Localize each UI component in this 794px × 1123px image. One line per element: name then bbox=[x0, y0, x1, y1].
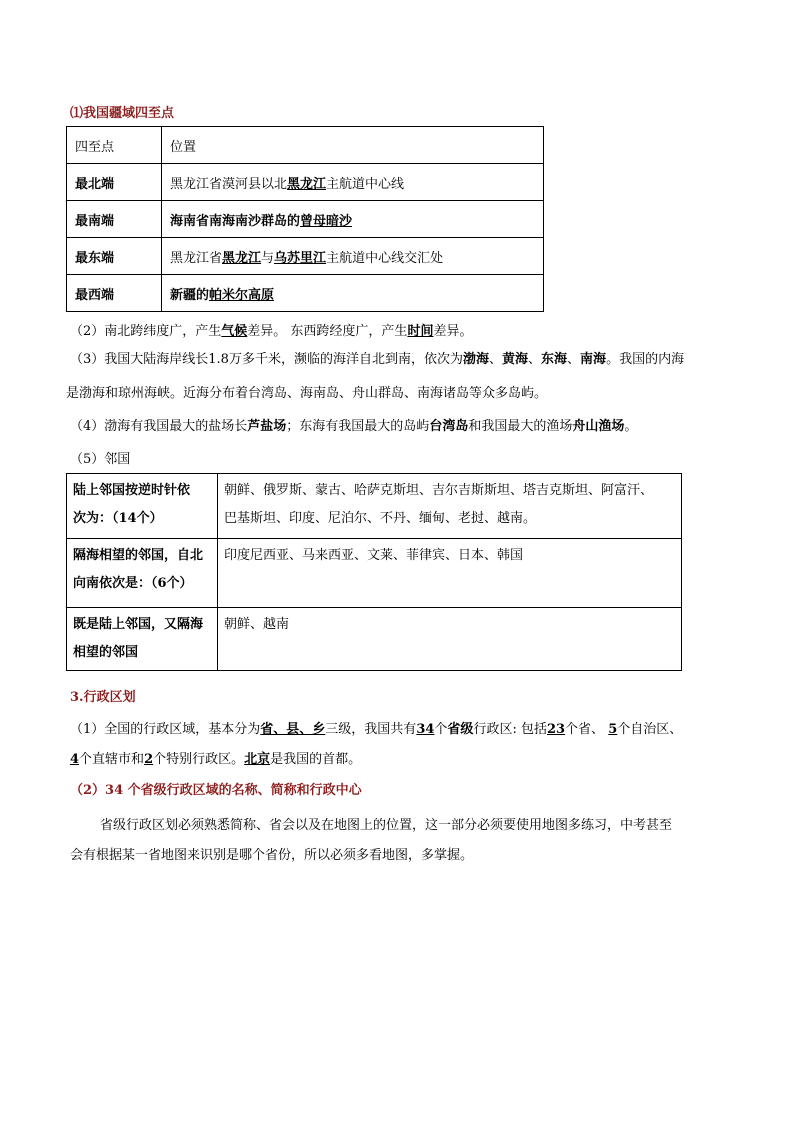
value-cell bbox=[218, 608, 682, 671]
text: ；东海有我国最大的岛屿 bbox=[286, 419, 430, 434]
paragraph-advice-line1: 省级行政区划必须熟悉简称、省会以及在地图上的位置，这一部分必须要使用地图多练习，中考甚至 bbox=[100, 818, 673, 833]
paragraph-seas bbox=[70, 413, 730, 440]
subheading-provinces: （2）34 个省级行政区域的名称、简称和行政中心 bbox=[70, 783, 362, 798]
text: 巴基斯坦、印度、尼泊尔、不丹、缅甸、老挝、越南。 bbox=[224, 511, 537, 526]
table-row bbox=[67, 608, 682, 671]
text: （3）我国大陆海岸线长1.8万多千米，濒临的海洋自北到南，依次为 bbox=[70, 352, 463, 367]
paragraph-advice-line2: 会有根据某一省地图来识别是哪个省份，所以必须多看地图，多掌握。 bbox=[70, 848, 474, 863]
text: 次为：（14个） bbox=[73, 511, 163, 526]
text: 三级，我国共有 bbox=[325, 722, 417, 737]
location-cell bbox=[162, 238, 544, 275]
key-term: 曾母暗沙 bbox=[300, 213, 353, 229]
location-cell bbox=[162, 201, 544, 238]
table-header-cell: 位置 bbox=[162, 127, 544, 164]
text: 差异。 bbox=[433, 324, 473, 339]
key-term: 气候 bbox=[221, 324, 248, 339]
number: 5 bbox=[608, 722, 618, 737]
key-term: 省级 bbox=[447, 722, 474, 737]
table-row bbox=[67, 238, 544, 275]
text: 黑龙江省 bbox=[170, 250, 223, 266]
key-term: 芦盐场 bbox=[247, 419, 287, 434]
table-row bbox=[67, 275, 544, 312]
key-term: 舟山渔场 bbox=[572, 419, 625, 434]
label-cell bbox=[67, 608, 218, 671]
text: （1）全国的行政区域，基本分为 bbox=[70, 722, 261, 737]
text: 与 bbox=[261, 250, 275, 266]
text: 既是陆上邻国，又隔海 bbox=[73, 617, 204, 632]
paragraph-coastline-line2: 是渤海和琼州海峡。近海分布着台湾岛、海南岛、舟山群岛、南海诸岛等众多岛屿。 bbox=[66, 386, 548, 401]
table-header-cell: 四至点 bbox=[67, 127, 162, 164]
text: 印度尼西亚、马来西亚、文莱、菲律宾、日本、韩国 bbox=[224, 548, 524, 563]
text: 个直辖市和 bbox=[79, 752, 145, 767]
text: 主航道中心线交汇处 bbox=[326, 250, 444, 266]
text: 相望的邻国 bbox=[73, 645, 139, 660]
table-row bbox=[67, 474, 682, 539]
key-term: 台湾岛 bbox=[429, 419, 469, 434]
paragraph-neighbors-label: （5）邻国 bbox=[70, 452, 131, 467]
key-term: 南海 bbox=[580, 352, 607, 367]
number: 34 bbox=[416, 722, 435, 737]
number: 4 bbox=[70, 752, 80, 767]
key-term: 北京 bbox=[244, 752, 271, 767]
section-heading-borders: ⑴我国疆域四至点 bbox=[70, 106, 175, 121]
text: 隔海相望的邻国，自北 bbox=[73, 548, 204, 563]
table-header-row bbox=[67, 127, 544, 164]
neighbors-table bbox=[66, 473, 682, 671]
label-cell bbox=[67, 474, 218, 539]
paragraph-latitude bbox=[70, 318, 730, 345]
key-term: 省、县、乡 bbox=[260, 722, 326, 737]
extreme-points-table bbox=[66, 126, 544, 312]
text: 差异。 东西跨经度广，产生 bbox=[247, 324, 408, 339]
key-term: 黑龙江 bbox=[287, 176, 327, 192]
key-term: 帕米尔高原 bbox=[209, 287, 275, 303]
text: 新疆的 bbox=[170, 287, 210, 303]
table-row bbox=[67, 539, 682, 608]
section-heading-admin: 3.行政区划 bbox=[70, 690, 136, 705]
number: 23 bbox=[546, 722, 566, 737]
text: 陆上邻国按逆时针依 bbox=[73, 483, 191, 498]
text: 和我国最大的渔场 bbox=[468, 419, 573, 434]
point-cell: 最北端 bbox=[67, 164, 162, 201]
paragraph-admin-1 bbox=[70, 716, 730, 743]
location-cell bbox=[162, 275, 544, 312]
point-cell: 最西端 bbox=[67, 275, 162, 312]
text: 朝鲜、俄罗斯、蒙古、哈萨克斯坦、吉尔吉斯斯坦、塔吉克斯坦、阿富汗、 bbox=[224, 483, 654, 498]
table-row bbox=[67, 164, 544, 201]
key-term: 时间 bbox=[407, 324, 434, 339]
key-term: 渤海 bbox=[462, 352, 489, 367]
paragraph-coastline: （3）我国大陆海岸线长1.8万多千米，濒临的海洋自北到南，依次为渤海、黄海、东海、南海。我国的内海 bbox=[70, 352, 685, 367]
text: 黑龙江省漠河县以北 bbox=[170, 176, 288, 192]
text: 是我国的首都。 bbox=[270, 752, 362, 767]
text: 个 bbox=[434, 722, 448, 737]
key-term: 黄海 bbox=[501, 352, 528, 367]
text: 个特别行政区。 bbox=[153, 752, 245, 767]
paragraph-admin-1-line2 bbox=[70, 746, 730, 773]
key-term: 黑龙江 bbox=[222, 250, 262, 266]
table-row bbox=[67, 201, 544, 238]
location-cell bbox=[162, 164, 544, 201]
text: 。 bbox=[624, 419, 638, 434]
text: 朝鲜、越南 bbox=[224, 617, 290, 632]
text: 个省、 bbox=[565, 722, 609, 737]
value-cell bbox=[218, 474, 682, 539]
label-cell bbox=[67, 539, 218, 608]
text: 向南依次是：（6个） bbox=[73, 576, 193, 591]
text: 个自治区、 bbox=[617, 722, 683, 737]
text: 。我国的内海 bbox=[606, 352, 685, 367]
key-term: 乌苏里江 bbox=[274, 250, 327, 266]
text: 海南省南海南沙群岛的 bbox=[170, 213, 301, 229]
text: （2）南北跨纬度广，产生 bbox=[70, 324, 222, 339]
number: 2 bbox=[144, 752, 154, 767]
point-cell: 最南端 bbox=[67, 201, 162, 238]
value-cell bbox=[218, 539, 682, 608]
text: 行政区: 包括 bbox=[473, 722, 547, 737]
text: 主航道中心线 bbox=[326, 176, 405, 192]
key-term: 东海 bbox=[541, 352, 568, 367]
text: （4）渤海有我国最大的盐场长 bbox=[70, 419, 248, 434]
point-cell: 最东端 bbox=[67, 238, 162, 275]
